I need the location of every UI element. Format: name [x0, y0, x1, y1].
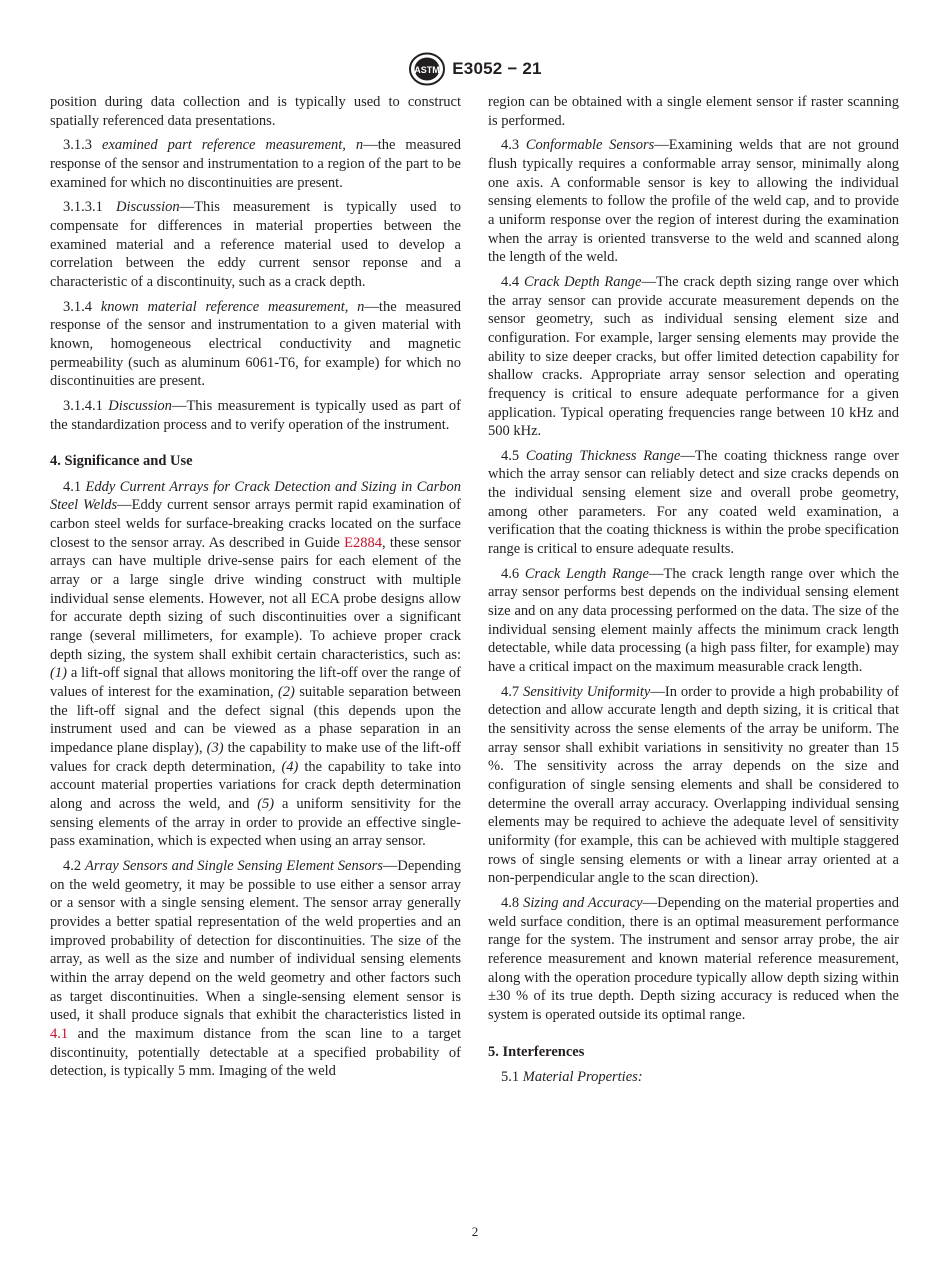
section-heading-4: 4. Significance and Use: [50, 453, 193, 470]
section-4-8: 4.8 Sizing and Accuracy—Depending on the material properties and weld surface condition, there is an optimal measurement performance range for the system. The instrument and sensor array probe, the air reference measurement and known material reference measurement, along with the operation procedure typically allow depth sizing within ±30 % of its true depth. Depth sizing accuracy is reduced when the system is operated outside its optimal range.: [488, 894, 899, 1023]
section-4-3: 4.3 Conformable Sensors—Examining welds that are not ground flush typically requires a conformable array sensor, minimally along one axis. A conformable sensor is key to allowing the individual sensing elements to follow the profile of the weld cap, and to provide a uniform response over the region of interest during the examination when the array is oriented transverse to the weld and scanned along the length of the weld.: [488, 137, 899, 266]
section-4-7: 4.7 Sensitivity Uniformity—In order to provide a high probability of detection and allow accurate length and depth sizing, it is critical that the sensitivity across the sense elements of the array be uniform. The array sensor shall exhibit variations in sensitivity no greater than 15 %. The sensitivity across the array depends on the size and configuration of single sensing elements and shall be considered to determine the overall array accuracy. Overlapping individual sensing elements may be required to achieve the adequate level of sensitivity uniformity (for example, this can be achieved with multiple staggered rows of single sensing elements or with a linear array oriented at a non-perpendicular angle to the scan direction).: [488, 683, 899, 887]
link-4-1[interactable]: 4.1: [50, 1025, 69, 1042]
paragraph-continued: position during data collection and is typically used to construct spatially referenced data presentations.: [50, 94, 461, 129]
paragraph-continued: region can be obtained with a single element sensor if raster scanning is performed.: [488, 94, 899, 129]
section-heading-5: 5. Interferences: [488, 1043, 585, 1060]
section-5-1: 5.1 Material Properties:: [501, 1069, 643, 1086]
section-3-1-4-1: 3.1.4.1 Discussion—This measurement is typically used as part of the standardization process and to verify operation of the instrument.: [50, 397, 462, 433]
section-4-1: 4.1 Eddy Current Arrays for Crack Detection and Sizing in Carbon Steel Welds—Eddy current sensor arrays permit rapid examination of carbon steel welds for surface-breaking cracks located on the surface closest to the sensor array. As described in Guide E2884, these sensor arrays can have multiple drive-sense pairs for each element of the array or a large single drive winding construct with multiple individual sense elements. However, not all ECA probe designs allow for accurate depth sizing of such discontinuities over a significant range (several millimeters, for example). To achieve proper crack depth sizing, the system shall exhibit certain characteristics, such as: (1) a lift-off signal that allows monitoring the lift-off over the range of values of interest for the examination, (2) suitable separation between the lift-off signal and the defect signal (this depends upon the instrument used and can be viewed as a phase separation in an impedance plane display), (3) the capability to make use of the lift-off values for crack depth determination, (4) the capability to take into account material properties variations for crack depth determination along and across the weld, and (5) a uniform sensitivity for the sensing elements of the array in order to provide an effective single-pass examination, which is expected when using an array sensor.: [50, 478, 462, 850]
section-4-5: 4.5 Coating Thickness Range—The coating thickness range over which the array sensor can reliably detect and size cracks depends on the individual sensing element size and overall probe geometry, among other parameters. For any coated weld examination, a verification that the coating thickness is within the probe specification range is critical to ensure adequate results.: [488, 447, 899, 558]
section-3-1-3: 3.1.3 examined part reference measurement, n—the measured response of the sensor and instrumentation to a region of the part to be examined for which no discontinuities are present.: [50, 137, 461, 191]
section-4-4: 4.4 Crack Depth Range—The crack depth sizing range over which the array sensor can provide accurate measurement depends on the sensor geometry, such as individual sensing element size and configuration. For example, larger sensing elements may provide the ability to size deeper cracks, but offer limited detection capability for shallow cracks. Appropriate array sensor selection and operating frequency is critical to ensure adequate performance for a given application. Typical operating frequencies range between 10 kHz and 500 kHz.: [488, 273, 899, 440]
right-column: [488, 93, 899, 1093]
standard-designation: E3052 − 21: [452, 59, 542, 78]
page-header: [0, 52, 950, 86]
svg-text:ASTM: ASTM: [414, 65, 441, 75]
page-number: 2: [471, 1224, 479, 1239]
section-4-6: 4.6 Crack Length Range—The crack length range over which the array sensor performs best depends on the individual sensing element size and on any data processing performed on the data. The size of the individual sensing element mainly affects the minimum crack length detectable, while data processing (a high pass filter, for example) may have a critical impact on the maximum measurable crack length.: [488, 565, 899, 676]
section-3-1-4: 3.1.4 known material reference measurement, n—the measured response of the sensor and instrumentation to a given material with known, homogeneous electrical conductivity and magnetic permeability (such as aluminum 6061-T6, for example) for which no discontinuities are present.: [50, 298, 462, 390]
section-4-2: 4.2 Array Sensors and Single Sensing Element Sensors—Depending on the weld geometry, it may be possible to use either a sensor array or a sensor with a single sensing element. The sensor array generally provides a better spatial representation of the weld properties and an improved probability of detection for discontinuities. The size of the array, as well as the size and number of individual sensing elements within the array depend on the weld geometry and other factors such as target discontinuities. When a single-sensing element sensor is used, it shall produce signals that exhibit the characteristics listed in 4.1 and the maximum distance from the scan line to a target discontinuity, potentially detectable at a specified probability of detection, is typically 5 mm. Imaging of the weld: [50, 857, 461, 1080]
left-column: [50, 93, 461, 1087]
link-e2884[interactable]: E2884: [344, 534, 382, 551]
astm-logo-icon: [408, 52, 446, 86]
section-3-1-3-1: 3.1.3.1 Discussion—This measurement is typically used to compensate for differences in material properties between the examined material and a reference material used to develop a correlation between the eddy current sensor reponse and a characteristic of a discontinuity, such as a crack depth.: [50, 199, 462, 290]
